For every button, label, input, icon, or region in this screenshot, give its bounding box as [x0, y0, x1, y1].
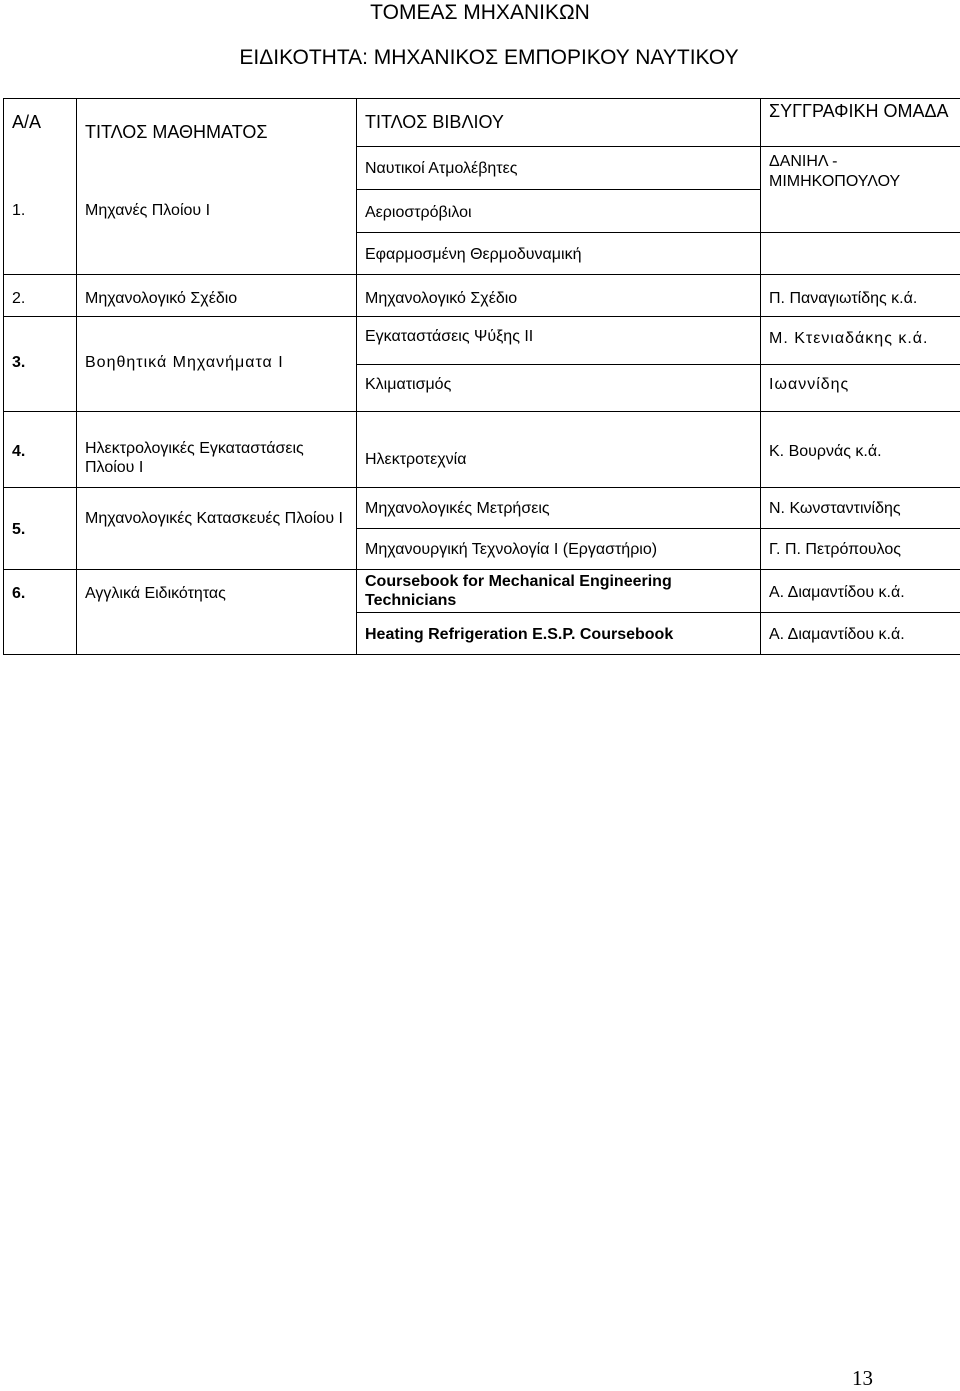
- row-authors: Μ. Κτενιαδάκης κ.ά.: [761, 317, 960, 365]
- column-header-course: ΤΙΤΛΟΣ ΜΑΘΗΜΑΤΟΣ: [77, 99, 357, 147]
- table-row: [4, 317, 960, 365]
- table-row: [4, 570, 960, 613]
- books-table: [3, 98, 960, 655]
- table-header-row: [4, 99, 960, 147]
- row-course: Μηχανολογικό Σχέδιο: [77, 275, 357, 317]
- row-book: Μηχανολογικό Σχέδιο: [357, 275, 761, 317]
- row-book: Αεριοστρόβιλοι: [357, 190, 761, 233]
- row-course: Αγγλικά Ειδικότητας: [77, 570, 357, 655]
- row-number: 5.: [4, 488, 77, 570]
- page-subtitle: ΕΙΔΙΚΟΤΗΤΑ: ΜΗΧΑΝΙΚΟΣ ΕΜΠΟΡΙΚΟΥ ΝΑΥΤΙΚΟΥ: [0, 45, 960, 71]
- row-course: Μηχανές Πλοίου Ι: [77, 147, 357, 275]
- page-number: 13: [852, 1366, 873, 1391]
- row-course: Βοηθητικά Μηχανήματα Ι: [77, 317, 357, 412]
- row-book: Κλιματισμός: [357, 365, 761, 412]
- row-course: Ηλεκτρολογικές Εγκαταστάσεις Πλοίου Ι: [77, 412, 357, 488]
- row-authors: Α. Διαμαντίδου κ.ά.: [761, 570, 960, 613]
- row-number: 4.: [4, 412, 77, 488]
- row-number: 6.: [4, 570, 77, 655]
- row-book: Ναυτικοί Ατμολέβητες: [357, 147, 761, 190]
- row-authors: Ιωαννίδης: [761, 365, 960, 412]
- row-authors: Π. Παναγιωτίδης κ.ά.: [761, 275, 960, 317]
- row-authors-empty: [761, 233, 960, 275]
- row-book: Εγκαταστάσεις Ψύξης ΙΙ: [357, 317, 761, 365]
- table-row: [4, 488, 960, 529]
- row-authors: Ν. Κωνσταντινίδης: [761, 488, 960, 529]
- row-course: Μηχανολογικές Κατασκευές Πλοίου Ι: [77, 488, 357, 570]
- column-header-book: ΤΙΤΛΟΣ ΒΙΒΛΙΟΥ: [357, 99, 761, 147]
- row-authors: ΔΑΝΙΗΛ - ΜΙΜΗΚΟΠΟΥΛΟΥ: [761, 147, 960, 233]
- row-book: Μηχανολογικές Μετρήσεις: [357, 488, 761, 529]
- row-number: 3.: [4, 317, 77, 412]
- table-row: [4, 147, 960, 190]
- row-book: Εφαρμοσμένη Θερμοδυναμική: [357, 233, 761, 275]
- row-book: Coursebook for Mechanical Engineering Technicians: [357, 570, 761, 613]
- row-authors: Κ. Βουρνάς κ.ά.: [761, 412, 960, 488]
- row-book: Heating Refrigeration E.S.P. Coursebook: [357, 613, 761, 655]
- row-number: 2.: [4, 275, 77, 317]
- row-book: Μηχανουργική Τεχνολογία Ι (Εργαστήριο): [357, 529, 761, 570]
- row-authors: Γ. Π. Πετρόπουλος: [761, 529, 960, 570]
- column-header-authors: ΣΥΓΓΡΑΦΙΚΗ ΟΜΑΔΑ: [761, 99, 960, 147]
- page-title: ΤΟΜΕΑΣ ΜΗΧΑΝΙΚΩΝ: [0, 0, 960, 26]
- table-row: [4, 412, 960, 488]
- column-header-number: Α/Α: [4, 99, 77, 147]
- row-book: Ηλεκτροτεχνία: [357, 412, 761, 488]
- row-number: 1.: [4, 147, 77, 275]
- table-row: [4, 275, 960, 317]
- row-authors: Α. Διαμαντίδου κ.ά.: [761, 613, 960, 655]
